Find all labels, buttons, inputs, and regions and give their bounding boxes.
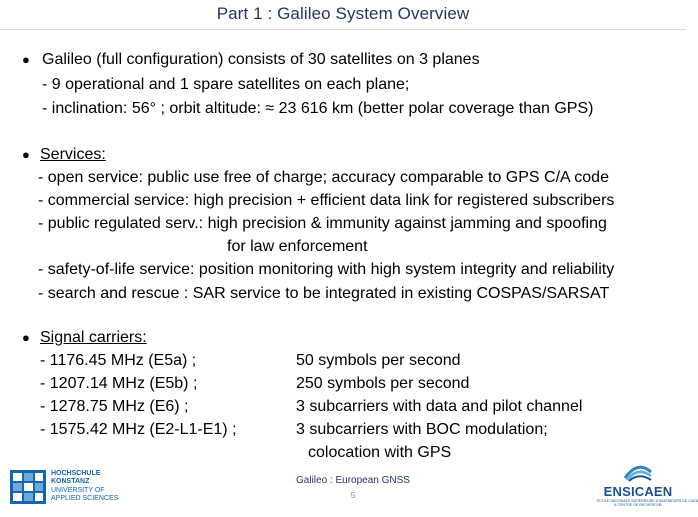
ensicaen-wave-icon [623,458,653,482]
service-item-continuation: for law enforcement [227,238,368,255]
htwg-wordmark: HOCHSCHULE KONSTANZ UNIVERSITY OF APPLIED SCIENCES [51,470,119,503]
carrier-description-continuation: colocation with GPS [308,444,452,461]
config-planes: - 9 operational and 1 spare satellites on each plane; [42,76,410,93]
carrier-frequency: - 1278.75 MHz (E6) ; [40,398,189,415]
page-number: 5 [350,491,356,500]
carrier-description: 50 symbols per second [296,352,461,369]
carrier-description: 3 subcarriers with BOC modulation; [296,421,548,438]
carriers-heading: Signal carriers: [40,329,147,346]
config-orbit: - inclination: 56° ; orbit altitude: ≈ 23 616 km (better polar coverage than GPS) [42,100,594,117]
footer-title: Galileo : European GNSS [296,475,410,486]
carrier-description: 250 symbols per second [296,375,470,392]
ensicaen-logo [597,458,698,510]
ensicaen-wordmark: ENSICAEN [603,484,673,499]
service-item: - safety-of-life service: position monitoring with high system integrity and reliability [38,261,615,278]
slide-title: Part 1 : Galileo System Overview [216,4,470,23]
htwg-mark-icon [10,470,46,504]
service-item: - open service: public use free of charge; accuracy comparable to GPS C/A code [38,169,609,186]
service-item: - commercial service: high precision + efficient data link for registered subscribers [38,192,615,209]
carrier-frequency: - 1176.45 MHz (E5a) ; [40,352,197,369]
ensicaen-subtitle: ÉCOLE NATIONALE SUPÉRIEURE D'INGÉNIEURS DE CAEN & CENTRE DE RECHERCHE [597,499,698,508]
service-item: - public regulated serv.: high precision & immunity against jamming and spoofing [38,215,607,232]
carrier-frequency: - 1575.42 MHz (E2-L1-E1) ; [40,421,237,438]
carrier-frequency: - 1207.14 MHz (E5b) ; [40,375,198,392]
htwg-logo [10,470,119,504]
title-divider [0,29,686,30]
bullet-icon: ● [22,147,30,162]
service-item: - search and rescue : SAR service to be integrated in existing COSPAS/SARSAT [38,285,610,302]
config-main: Galileo (full configuration) consists of 30 satellites on 3 planes [42,51,480,68]
carrier-description: 3 subcarriers with data and pilot channel [296,398,583,415]
services-heading: Services: [40,146,106,163]
bullet-icon: ● [22,330,30,345]
bullet-icon: ● [22,52,30,67]
